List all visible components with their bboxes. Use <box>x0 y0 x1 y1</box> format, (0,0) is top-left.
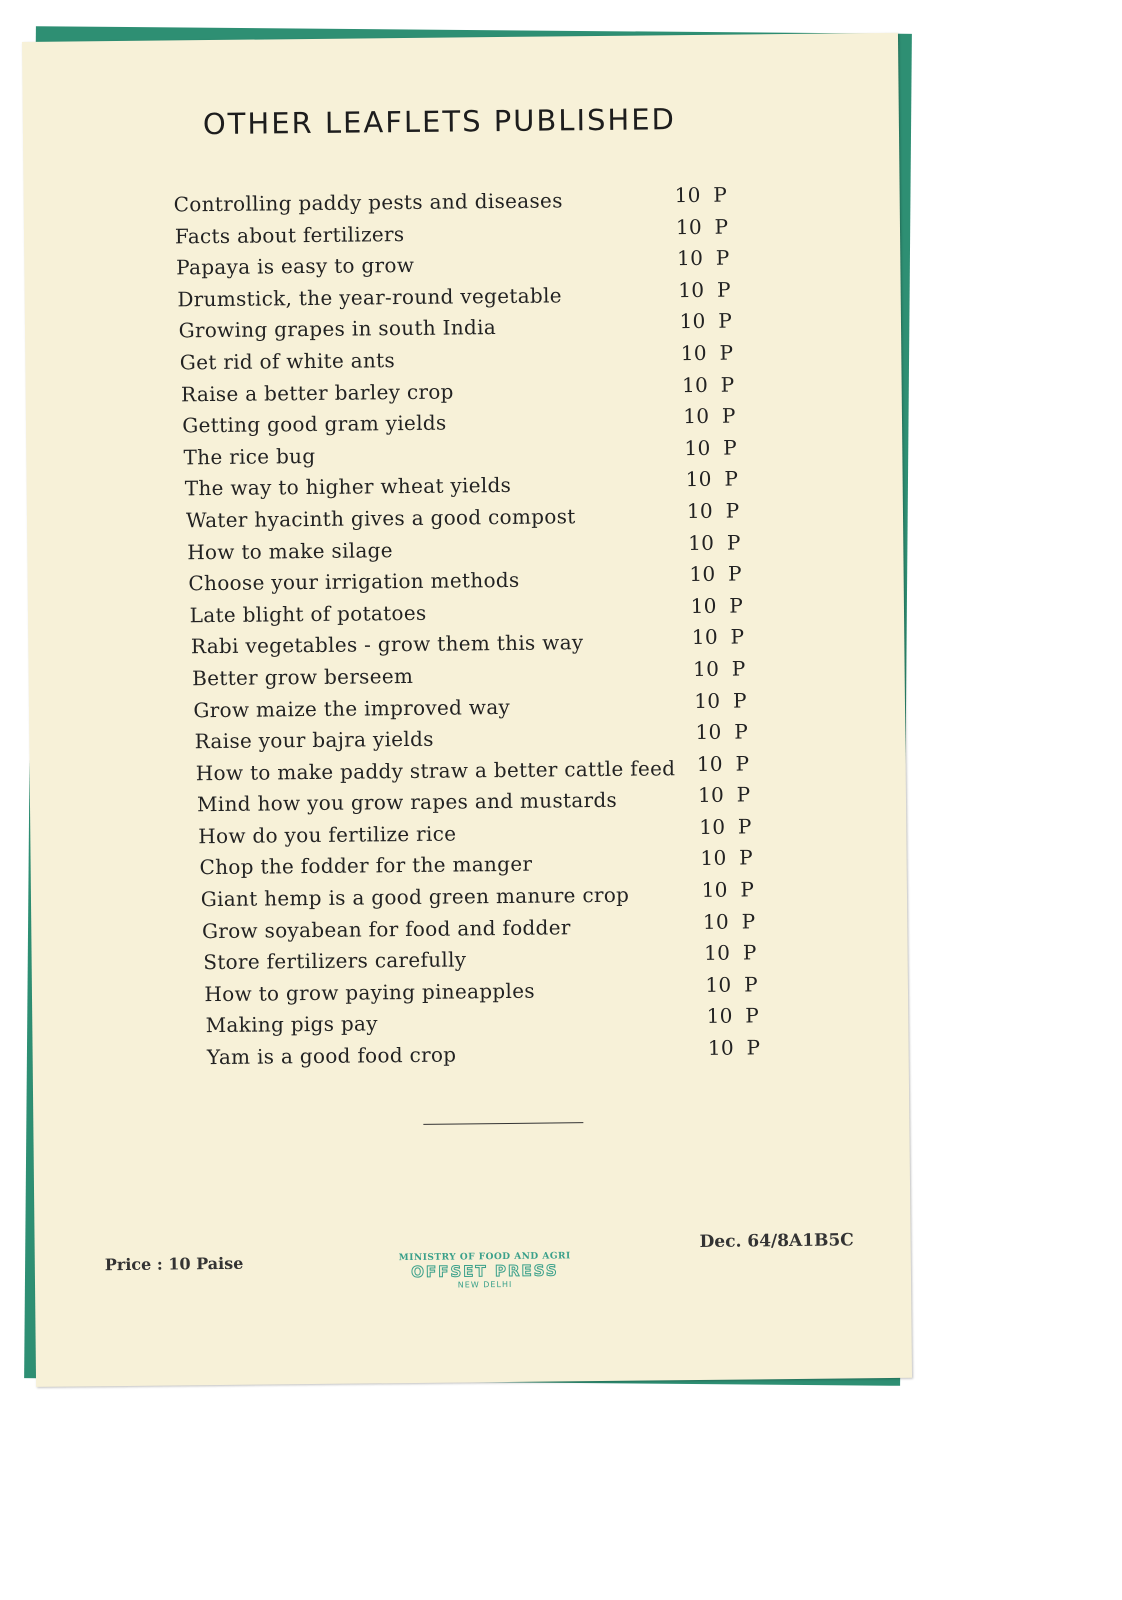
leaflet-price: 10 P <box>674 182 728 208</box>
leaflet-price: 10 P <box>679 308 733 334</box>
leaflet-title: Raise a better barley crop <box>180 379 454 406</box>
press-line-2: OFFSET PRESS <box>411 1261 559 1281</box>
leaflet-title: Drumstick, the year-round vegetable <box>177 283 562 312</box>
leaflet-price: 10 P <box>685 466 739 492</box>
press-stamp <box>365 1251 605 1291</box>
leaflet-price: 10 P <box>697 782 751 808</box>
leaflet-title: Getting good gram yields <box>182 410 447 438</box>
leaflet-title: Chop the fodder for the manger <box>199 852 533 880</box>
leaflet-price: 10 P <box>678 277 731 302</box>
publication-code: Dec. 64/8A1B5C <box>699 1230 854 1252</box>
press-line-3: NEW DELHI <box>457 1279 513 1290</box>
leaflet-title: Water hyacinth gives a good compost <box>185 504 576 533</box>
leaflet-title: Get rid of white ants <box>179 348 396 375</box>
leaflet-price: 10 P <box>683 403 736 429</box>
leaflet-price: 10 P <box>701 877 755 902</box>
leaflet-price: 10 P <box>691 624 745 650</box>
leaflet-title: Raise your bajra yields <box>194 726 434 754</box>
leaflet-title: Rabi vegetables - grow them this way <box>190 630 584 659</box>
leaflet-price: 10 P <box>686 498 740 523</box>
leaflet-title: Papaya is easy to grow <box>176 253 415 280</box>
leaflet-title: Store fertilizers carefully <box>203 947 467 975</box>
leaflet-title: Grow soyabean for food and fodder <box>201 914 571 943</box>
leaflet-page <box>22 33 912 1387</box>
leaflet-title: Growing grapes in south India <box>178 315 497 343</box>
footer-price: Price : 10 Paise <box>104 1253 244 1275</box>
leaflet-title: How do you fertilize rice <box>198 821 457 849</box>
leaflet-price: 10 P <box>688 530 741 555</box>
leaflet-price: 10 P <box>680 340 734 366</box>
leaflet-price: 10 P <box>681 372 735 397</box>
leaflet-title: Grow maize the improved way <box>193 694 511 722</box>
leaflet-title: Choose your irrigation methods <box>188 567 520 596</box>
leaflet-title: Controlling paddy pests and diseases <box>173 188 563 217</box>
leaflet-title: Better grow berseem <box>192 663 414 691</box>
leaflet-price: 10 P <box>700 845 754 871</box>
page-title: OTHER LEAFLETS PUBLISHED <box>202 102 677 142</box>
leaflet-row <box>207 1037 783 1075</box>
leaflet-price: 10 P <box>689 561 742 587</box>
leaflet-title: Making pigs pay <box>205 1011 378 1038</box>
leaflet-price: 10 P <box>676 245 730 271</box>
leaflet-title: Giant hemp is a good green manure crop <box>200 882 630 912</box>
leaflet-price: 10 P <box>699 814 752 839</box>
leaflet-list <box>174 184 783 1075</box>
leaflet-title: Late blight of potatoes <box>189 600 427 627</box>
leaflet-price: 10 P <box>704 940 757 966</box>
leaflet-price: 10 P <box>690 593 744 618</box>
leaflet-price: 10 P <box>694 687 747 713</box>
leaflet-price: 10 P <box>706 1003 760 1029</box>
leaflet-title: How to make silage <box>187 537 393 564</box>
leaflet-price: 10 P <box>692 656 746 681</box>
leaflet-price: 10 P <box>695 719 749 745</box>
leaflet-title: Facts about fertilizers <box>174 221 405 249</box>
leaflet-price: 10 P <box>696 751 750 776</box>
leaflet-price: 10 P <box>707 1035 761 1060</box>
leaflet-price: 10 P <box>675 214 729 239</box>
leaflet-title: Yam is a good food crop <box>206 1042 457 1070</box>
press-line-1: MINISTRY OF FOOD AND AGRI <box>398 1251 571 1264</box>
leaflet-title: The rice bug <box>183 443 316 470</box>
leaflet-title: Mind how you grow rapes and mustards <box>196 788 618 817</box>
leaflet-price: 10 P <box>684 435 738 460</box>
leaflet-price: 10 P <box>705 972 759 997</box>
divider-line <box>423 1122 583 1125</box>
leaflet-title: The way to higher wheat yields <box>184 473 512 501</box>
leaflet-title: How to grow paying pineapples <box>204 978 535 1006</box>
leaflet-price: 10 P <box>702 909 756 934</box>
leaflet-title: How to make paddy straw a better cattle feed <box>195 755 676 785</box>
